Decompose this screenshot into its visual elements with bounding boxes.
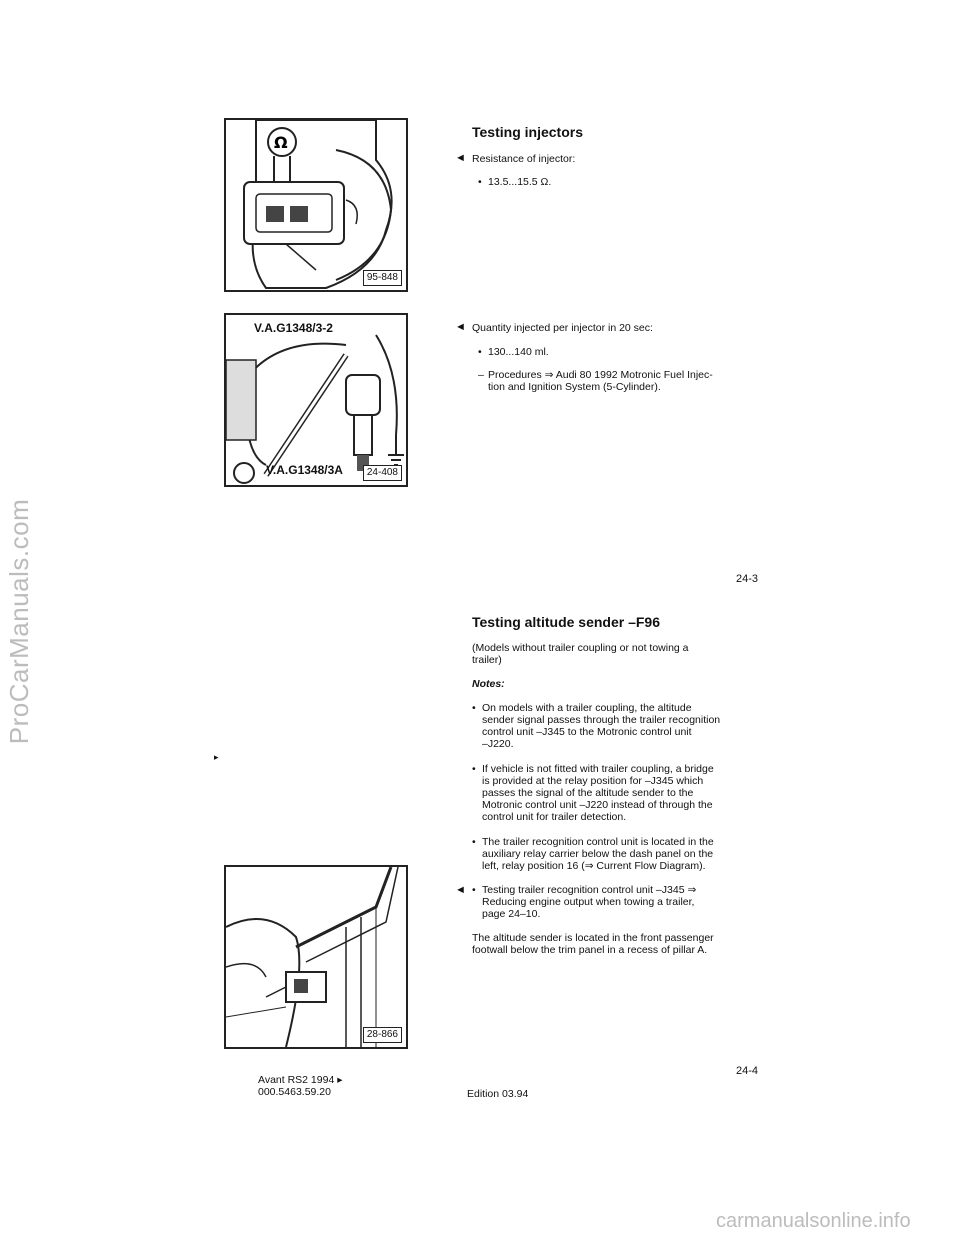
cross-reference-link[interactable]: Reducing engine output when towing a trailer,	[482, 896, 695, 908]
intro-text-line: (Models without trailer coupling or not towing a	[472, 642, 689, 654]
footer-model: Avant RS2 1994 ▸	[258, 1074, 343, 1086]
footer-edition: Edition 03.94	[467, 1088, 529, 1100]
note-text-line: On models with a trailer coupling, the altitude	[482, 702, 692, 714]
location-text-line: The altitude sender is located in the front passenger	[472, 932, 714, 944]
bullet-text: 130...140 ml.	[488, 346, 549, 358]
figure-label-bottom: V.A.G1348/3A	[266, 463, 343, 477]
note-text-line: –J220.	[482, 738, 514, 750]
note-text-line: passes the signal of the altitude sender to the	[482, 787, 694, 799]
page-number: 24-3	[736, 573, 759, 585]
note-text-line: auxiliary relay carrier below the dash panel on the	[482, 848, 714, 860]
altitude-sender-illustration	[226, 867, 406, 1047]
note-text-line: control unit –J345 to the Motronic control unit	[482, 726, 692, 738]
figure-injector-resistance	[224, 118, 408, 292]
figure-altitude-sender-location	[224, 865, 408, 1049]
section-title: Testing injectors	[472, 124, 583, 140]
bullet-icon: •	[472, 702, 476, 714]
note-text-line: The trailer recognition control unit is located in the	[482, 836, 714, 848]
note-text-line: control unit for trailer detection.	[482, 811, 627, 823]
figure-injector-quantity	[224, 313, 408, 487]
note-text-line: sender signal passes through the trailer recognition	[482, 714, 721, 726]
figure-tag: 28-866	[363, 1027, 402, 1043]
bullet-icon: •	[472, 763, 476, 775]
cross-reference-link[interactable]: Testing trailer recognition control unit –J345 ⇒	[482, 884, 697, 896]
footer-code: 000.5463.59.20	[258, 1086, 331, 1098]
location-text-line: footwall below the trim panel in a recess of pillar A.	[472, 944, 708, 956]
arrow-pointer-icon: ◄	[455, 321, 466, 333]
notes-label: Notes:	[472, 678, 505, 690]
arrow-pointer-icon: ◄	[455, 152, 466, 164]
bottom-watermark: carmanualsonline.info	[716, 1210, 911, 1232]
bullet-icon: •	[478, 176, 482, 188]
note-text-line: If vehicle is not fitted with trailer coupling, a bridge	[482, 763, 714, 775]
dash-marker: –	[478, 369, 484, 381]
page-number: 24-4	[736, 1065, 759, 1077]
arrow-pointer-icon: ◄	[455, 884, 466, 896]
cross-reference-link[interactable]: page 24–10.	[482, 908, 541, 920]
figure-label-top: V.A.G1348/3-2	[254, 321, 333, 335]
stray-mark: ▸	[214, 752, 219, 762]
bullet-icon: •	[472, 884, 476, 896]
side-watermark-text: ProCarManuals.com	[4, 498, 35, 744]
figure-tag: 24-408	[363, 465, 402, 481]
bullet-icon: •	[472, 836, 476, 848]
svg-text:Ω: Ω	[274, 133, 288, 152]
note-text-line: left, relay position 16 (⇒ Current Flow Diagram).	[482, 860, 706, 872]
body-text: Resistance of injector:	[472, 153, 576, 165]
side-watermark	[0, 0, 42, 1242]
note-text-line: is provided at the relay position for –J345 which	[482, 775, 704, 787]
injector-quantity-illustration	[226, 315, 406, 485]
procedure-text-line: Procedures ⇒ Audi 80 1992 Motronic Fuel Injec-	[488, 369, 713, 381]
bullet-text: 13.5...15.5 Ω.	[488, 176, 552, 188]
note-text-line: Motronic control unit –J220 instead of through the	[482, 799, 713, 811]
intro-text-line: trailer)	[472, 654, 502, 666]
body-text: Quantity injected per injector in 20 sec:	[472, 322, 653, 334]
bullet-icon: •	[478, 346, 482, 358]
figure-tag: 95-848	[363, 270, 402, 286]
injector-resistance-illustration	[226, 120, 406, 290]
section-title: Testing altitude sender –F96	[472, 614, 661, 630]
procedure-text-line: tion and Ignition System (5-Cylinder).	[488, 381, 661, 393]
